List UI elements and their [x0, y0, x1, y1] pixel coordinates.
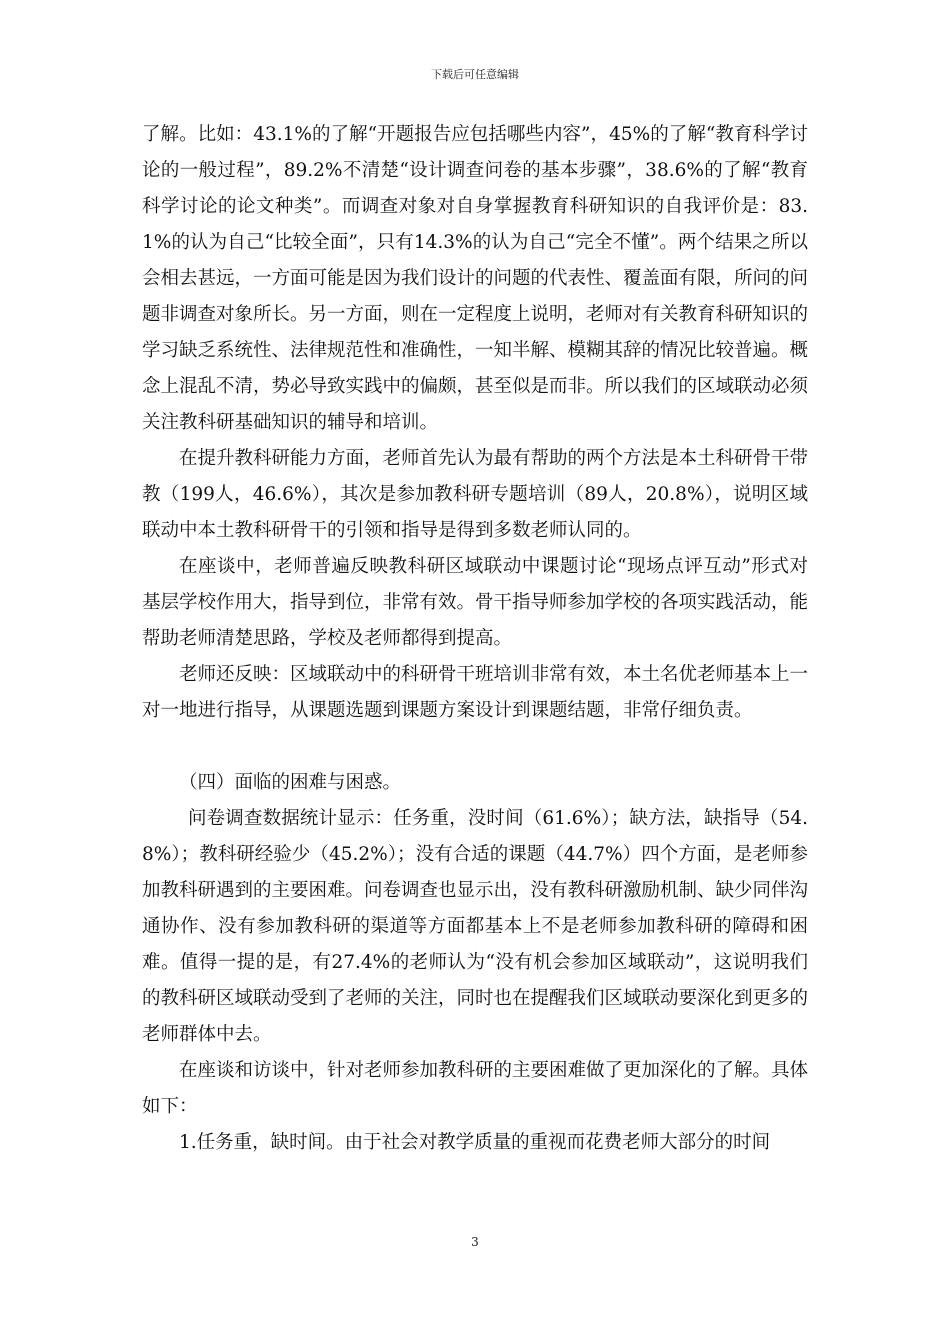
paragraph-ability-improvement: 在提升教科研能力方面，老师首先认为最有帮助的两个方法是本土科研骨干带教（199人，46.6%），其次是参加教科研专题培训（89人，20.8%），说明区域联动中本土教科研骨干的引领和指导是得到多数老师认同的。	[142, 448, 809, 541]
paragraph-backbone-training: 老师还反映：区域联动中的科研骨干班培训非常有效，本土名优老师基本上一对一地进行指导，从课题选题到课题方案设计到课题结题，非常仔细负责。	[142, 664, 809, 721]
page-header: 下载后可任意编辑	[431, 68, 519, 81]
paragraph-interview-intro: 在座谈和访谈中，针对老师参加教科研的主要困难做了更加深化的了解。具体如下：	[142, 1060, 809, 1117]
page-number: 3	[471, 1235, 479, 1249]
paragraph-symposium: 在座谈中，老师普遍反映教科研区域联动中课题讨论“现场点评互动”形式对基层学校作用大，指导到位，非常有效。骨干指导师参加学校的各项实践活动，能帮助老师清楚思路，学校及老师都得到提高。	[142, 556, 809, 649]
document-body	[142, 117, 808, 1161]
paragraph-spacer	[142, 729, 808, 765]
paragraph-item-1: 1.任务重，缺时间。由于社会对教学质量的重视而花费老师大部分的时间	[179, 1132, 771, 1153]
paragraph-survey-knowledge: 了解。比如：43.1%的了解“开题报告应包括哪些内容”，45%的了解“教育科学讨论的一般过程”，89.2%不清楚“设计调查问卷的基本步骤”，38.6%的了解“教育科学讨论的论文种类”。而调查对象对自身掌握教育科研知识的自我评价是：83.1%的认为自己“比较全面”，只有14.3%的认为自己“完全不懂”。两个结果之所以会相去甚远，一方面可能是因为我们设计的问题的代表性、覆盖面有限，所问的问题非调查对象所长。另一方面，则在一定程度上说明，老师对有关教育科研知识的学习缺乏系统性、法律规范性和准确性，一知半解、模糊其辞的情况比较普遍。概念上混乱不清，势必导致实践中的偏颇，甚至似是而非。所以我们的区域联动必须关注教科研基础知识的辅导和培训。	[142, 124, 809, 433]
section-heading-difficulties: （四）面临的困难与困惑。	[179, 772, 402, 793]
paragraph-difficulties-stats: 问卷调查数据统计显示：任务重，没时间（61.6%）；缺方法，缺指导（54.8%）；教科研经验少（45.2%）；没有合适的课题（44.7%）四个方面，是老师参加教科研遇到的主要困难。问卷调查也显示出，没有教科研激励机制、缺少同伴沟通协作、没有参加教科研的渠道等方面都基本上不是老师参加教科研的障碍和困难。值得一提的是，有27.4%的老师认为“没有机会参加区域联动”，这说明我们的教科研区域联动受到了老师的关注，同时也在提醒我们区域联动要深化到更多的老师群体中去。	[142, 808, 809, 1045]
